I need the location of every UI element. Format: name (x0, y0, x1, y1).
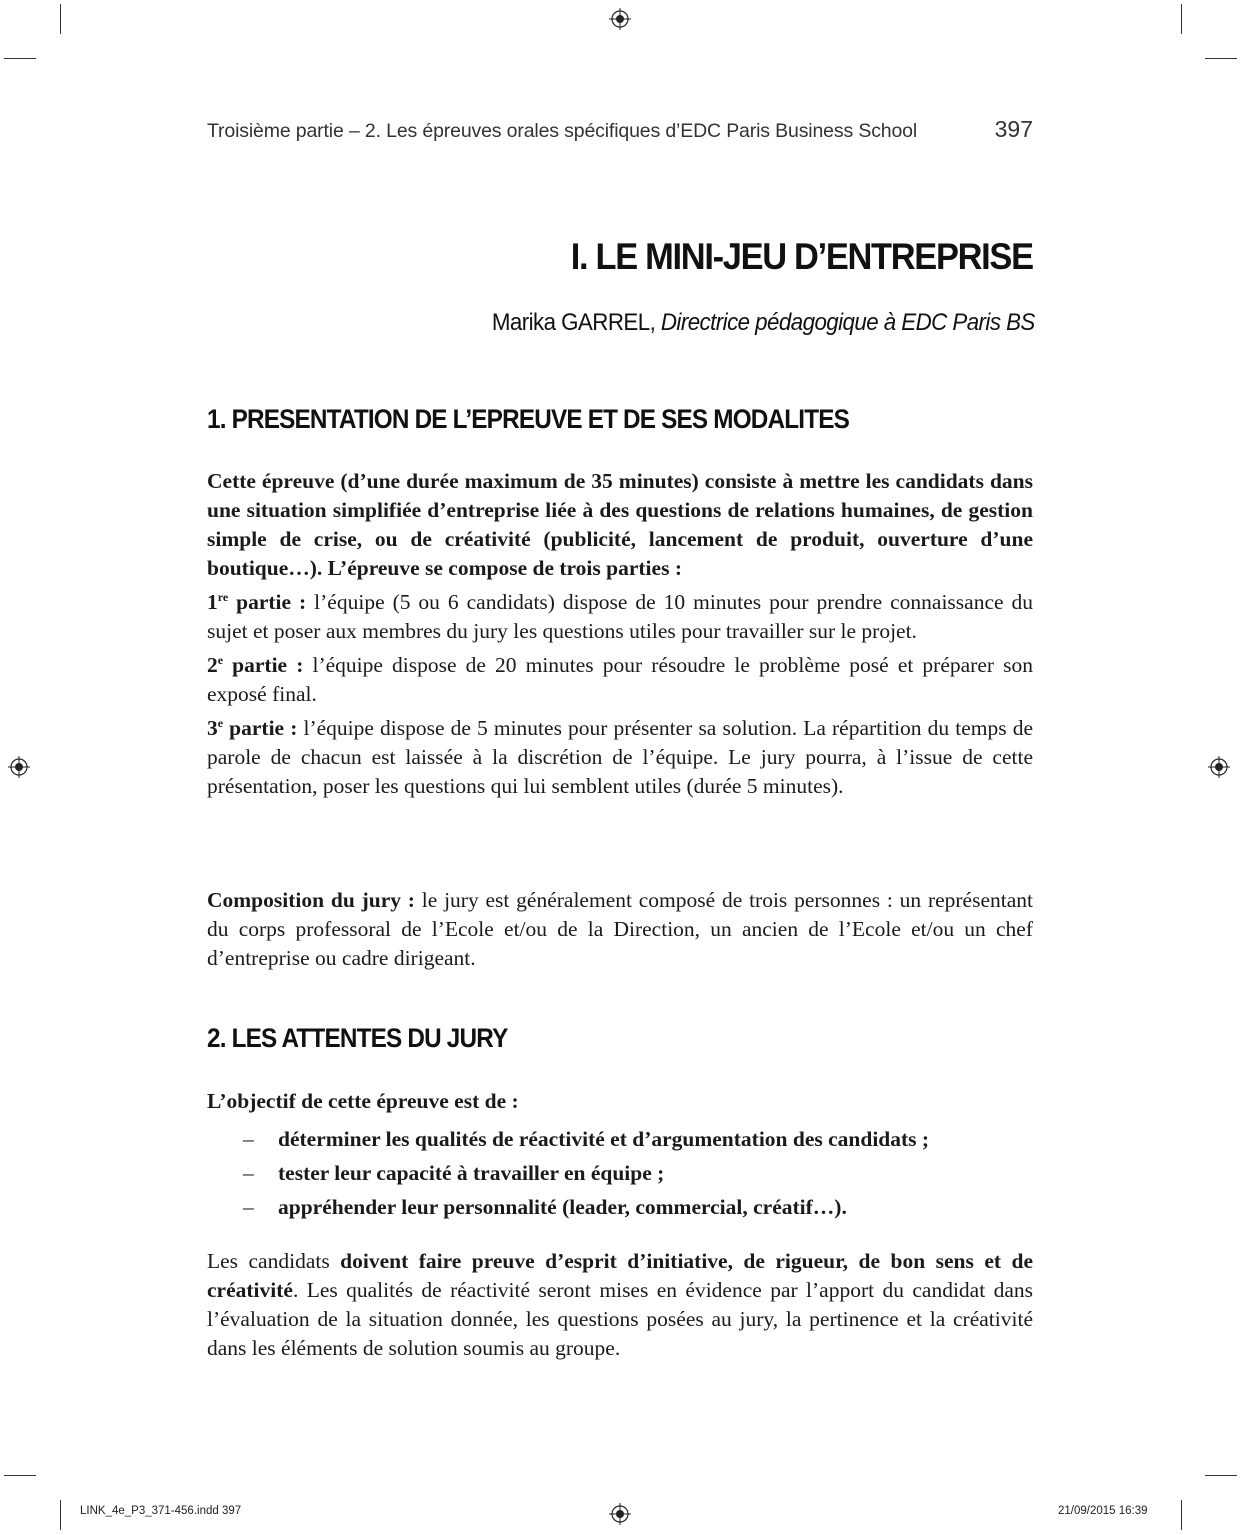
jury-label: Composition du jury : (207, 888, 415, 912)
running-head-title: Troisième partie – 2. Les épreuves orales spécifiques d’EDC Paris Business School (207, 120, 918, 142)
slug-file: LINK_4e_P3_371-456.indd 397 (80, 1505, 242, 1517)
author-name: Marika GARREL, (492, 309, 662, 336)
crop-mark-bottom-right-horizontal (1205, 1475, 1237, 1476)
registration-mark-icon (609, 8, 631, 30)
crop-mark-top-left-horizontal (4, 58, 36, 59)
objective-list (207, 1122, 1033, 1224)
section-1-title: 1. PRESENTATION DE L’EPREUVE ET DE SES MODALITES (207, 404, 850, 434)
registration-mark-icon (609, 1503, 631, 1525)
list-item: – déterminer les qualités de réactivité et d’argumentation des candidats ; (243, 1127, 930, 1151)
author-role: Directrice pédagogique à EDC Paris BS (661, 309, 1035, 336)
crop-mark-top-right-horizontal (1205, 58, 1237, 59)
objective-intro: L’objectif de cette épreuve est de : (207, 1089, 519, 1113)
section-2-title: 2. LES ATTENTES DU JURY (207, 1023, 508, 1053)
crop-mark-bottom-left-horizontal (4, 1475, 36, 1476)
crop-mark-top-left-vertical (60, 4, 61, 34)
registration-mark-icon (1208, 756, 1230, 778)
page-number: 397 (994, 116, 1033, 142)
registration-mark-icon (8, 756, 30, 778)
jury-text: le jury est généralement composé de trois personnes : un représentant du corps professoral de l’Ecole et/ou de la Direction, un ancien de l’Ecole et/ou un chef d’entreprise ou cadre dirigeant. (207, 888, 1033, 970)
part-2: 2e partie : l’équipe dispose de 20 minutes pour résoudre le problème posé et préparer son exposé final. (207, 652, 1034, 706)
jury-composition-paragraph (207, 886, 1033, 973)
objective-block (207, 1087, 1033, 1224)
author-line (492, 309, 1035, 337)
crop-mark-bottom-right-vertical (1181, 1500, 1182, 1530)
slug-datetime: 21/09/2015 16:39 (1058, 1505, 1148, 1517)
chapter-title: I. LE MINI-JEU D’ENTREPRISE (571, 236, 1033, 277)
crop-mark-bottom-left-vertical (60, 1500, 61, 1530)
crop-mark-top-right-vertical (1181, 4, 1182, 34)
part-1: 1re partie : l’équipe (5 ou 6 candidats) dispose de 10 minutes pour prendre connaissance du sujet et poser aux membres du jury les questions utiles pour travailler sur le projet. (207, 589, 1033, 643)
closing-paragraph: Les candidats doivent faire preuve d’esprit d’initiative, de rigueur, de bon sens et de créativité. Les qualités de réactivité seront mises en évidence par l’apport du candidat dans l’évaluation de la situation donnée, les questions posées au jury, la pertinence et la créativité dans les éléments de solution soumis au groupe. (207, 1249, 1033, 1360)
section-1-intro (207, 467, 1033, 801)
intro-paragraph: Cette épreuve (d’une durée maximum de 35 minutes) consiste à mettre les candidats dans une situation simplifiée d’entreprise liée à des questions de relations humaines, de gestion simple de crise, ou de créativité (publicité, lancement de produit, ouverture d’une boutique…). L’épreuve se compose de trois parties : (207, 469, 1033, 580)
part-3: 3e partie : l’équipe dispose de 5 minutes pour présenter sa solution. La répartition du temps de parole de chacun est laissée à la discrétion de l’équipe. Le jury pourra, à l’issue de cette présentation, poser les questions qui lui semblent utiles (durée 5 minutes). (207, 715, 1033, 798)
list-item: – appréhender leur personnalité (leader, commercial, créatif…). (243, 1195, 847, 1219)
list-item: – tester leur capacité à travailler en équipe ; (243, 1161, 665, 1185)
